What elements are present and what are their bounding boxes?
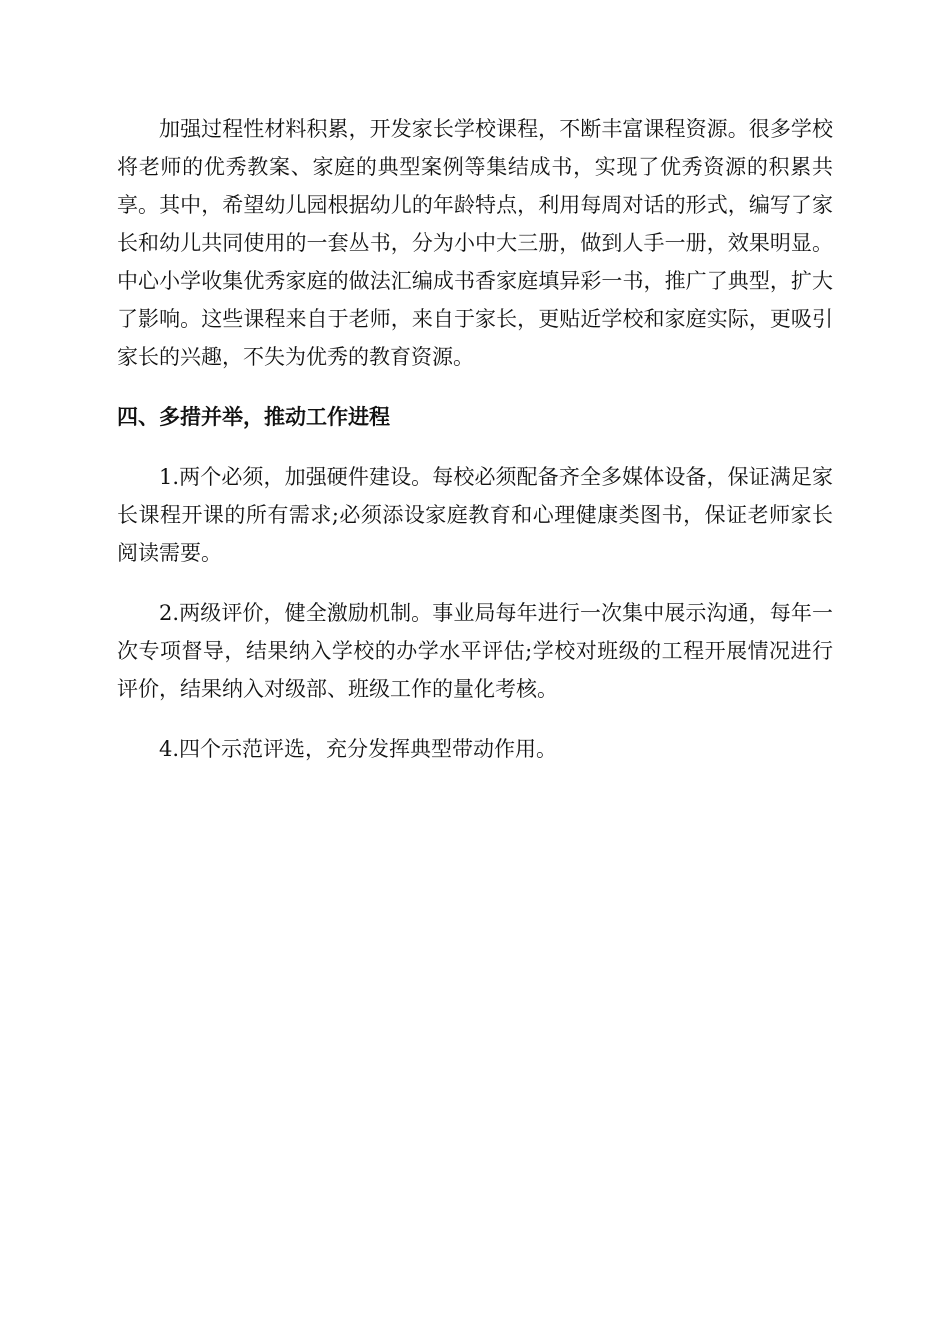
section-heading-4: 四、多措并举，推动工作进程 xyxy=(117,405,390,429)
list-item-hardware: 1.两个必须，加强硬件建设。每校必须配备齐全多媒体设备，保证满足家长课程开课的所有需求;必须添设家庭教育和心理健康类图书，保证老师家长阅读需要。 xyxy=(117,465,833,565)
document-body xyxy=(117,110,833,790)
paragraph-course-resources: 加强过程性材料积累，开发家长学校课程，不断丰富课程资源。很多学校将老师的优秀教案、家庭的典型案例等集结成书，实现了优秀资源的积累共享。其中，希望幼儿园根据幼儿的年龄特点，利用每周对话的形式，编写了家长和幼儿共同使用的一套丛书，分为小中大三册，做到人手一册，效果明显。中心小学收集优秀家庭的做法汇编成书香家庭填异彩一书，推广了典型，扩大了影响。这些课程来自于老师，来自于家长，更贴近学校和家庭实际，更吸引家长的兴趣，不失为优秀的教育资源。 xyxy=(117,117,833,369)
list-item-demonstration: 4.四个示范评选，充分发挥典型带动作用。 xyxy=(159,737,558,761)
list-item-evaluation: 2.两级评价，健全激励机制。事业局每年进行一次集中展示沟通，每年一次专项督导，结果纳入学校的办学水平评估;学校对班级的工程开展情况进行评价，结果纳入对级部、班级工作的量化考核。 xyxy=(117,601,833,701)
